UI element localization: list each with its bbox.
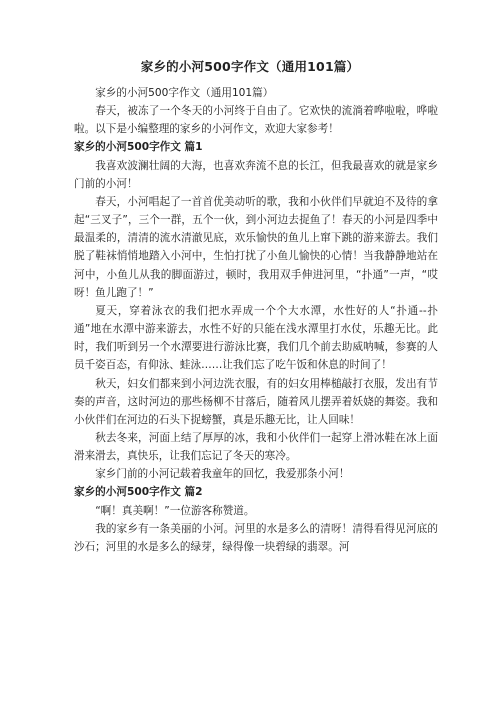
document-body <box>74 84 438 556</box>
paragraph: 我喜欢波澜壮阔的大海，也喜欢奔流不息的长江，但我最喜欢的就是家乡门前的小河！ <box>74 159 438 190</box>
paragraph: 春天，小河唱起了一首首优美动听的歌，我和小伙伴们早就迫不及待的拿起“三叉子”，三个一群，五个一伙，到小河边去捉鱼了！春天的小河是四季中最温柔的，清清的流水清澈见底，欢乐愉快的鱼儿上窜下跳的游来游去。我们脱了鞋袜悄悄地踏入小河中，生怕打扰了小鱼儿愉快的心情！当我静静地站在河中，小鱼儿从我的脚面游过，顿时，我用双手伸进河里，“扑通”一声，“哎呀！鱼儿跑了！” <box>74 195 438 299</box>
paragraph: 家乡的小河500字作文（通用101篇） <box>95 87 274 99</box>
paragraph: “啊！真美啊！”一位游客称赞道。 <box>95 504 255 517</box>
paragraph: 我的家乡有一条美丽的小河。河里的水是多么的清呀！清得看得见河底的沙石；河里的水是多么的绿芽，绿得像一块碧绿的翡翠。河 <box>74 522 438 553</box>
document-title: 家乡的小河500字作文（通用101篇） <box>140 59 360 74</box>
paragraph: 家乡门前的小河记载着我童年的回忆，我爱那条小河！ <box>95 468 350 481</box>
paragraph: 秋去冬来，河面上结了厚厚的冰，我和小伙伴们一起穿上滑冰鞋在冰上面滑来滑去，真快乐，让我们忘记了冬天的寒冷。 <box>74 431 438 463</box>
paragraph: 秋天，妇女们都来到小河边洗衣服，有的妇女用棒槌敲打衣服，发出有节奏的声音，这时河边的那些杨柳不甘落后，随着风儿摆弄着妖娆的舞姿。我和小伙伴们在河边的石头下捉螃蟹，真是乐趣无比，让人回味！ <box>74 377 438 426</box>
paragraph: 春天，被冻了一个冬天的小河终于自由了。它欢快的流淌着哗啦啦，哗啦啦。以下是小编整理的家乡的小河作文，欢迎大家参考！ <box>74 105 438 136</box>
section-heading: 家乡的小河500字作文 篇1 <box>74 141 203 154</box>
section-heading: 家乡的小河500字作文 篇2 <box>74 486 203 499</box>
paragraph: 夏天，穿着泳衣的我们把水弄成一个个大水潭，水性好的人“扑通--扑通”地在水潭中游来游去，水性不好的只能在浅水潭里打水仗，乐趣无比。此时，我们听到另一个水潭要进行游泳比赛，我们几个前去助威呐喊，参赛的人员千姿百态，有仰泳、蛙泳……让我们忘了吃午饭和休息的时间了！ <box>74 304 438 372</box>
